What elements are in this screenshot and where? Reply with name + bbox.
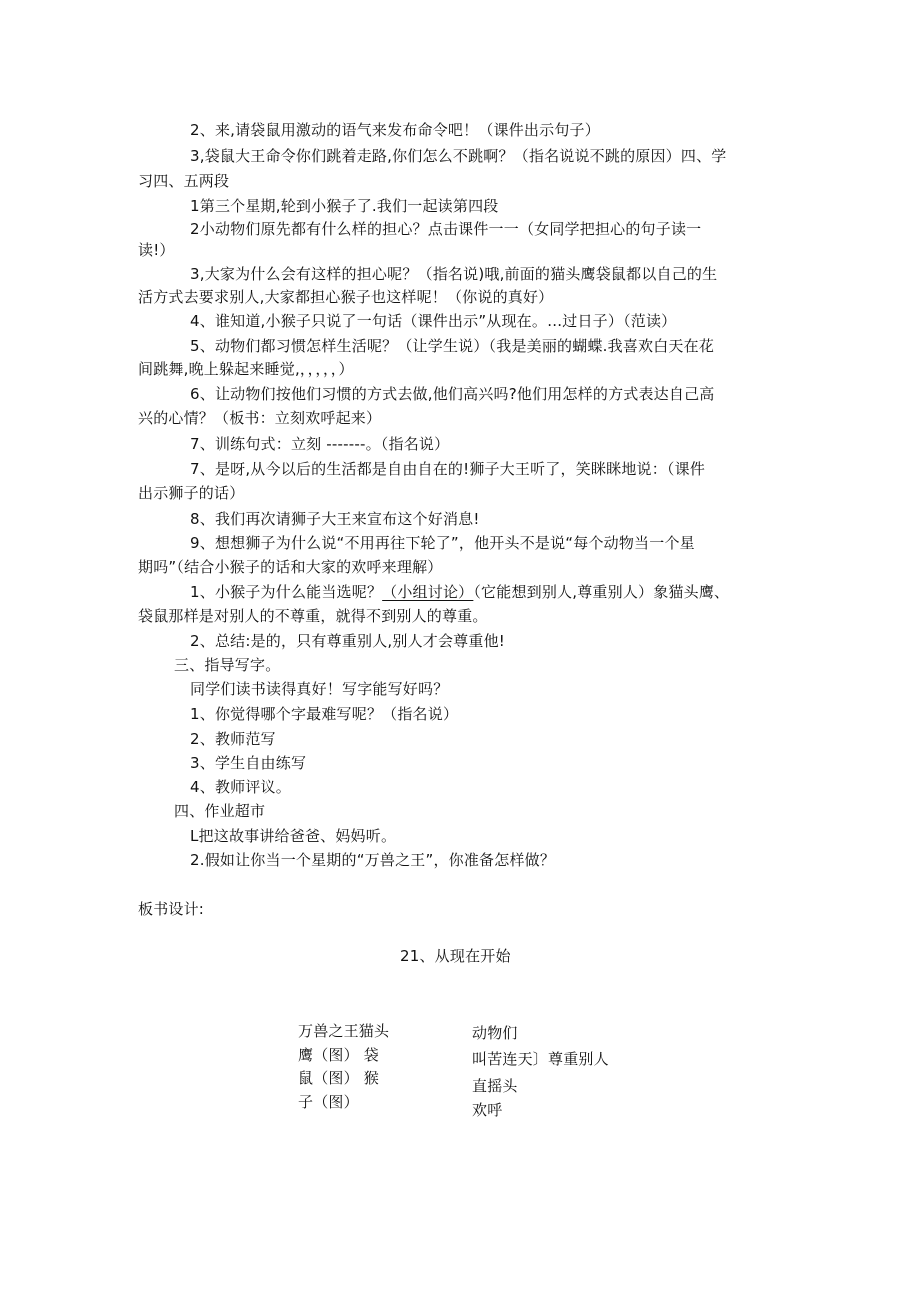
text-line: 活方式去要求别人,大家都担心猴子也这样呢！（你说的真好） <box>138 288 554 306</box>
text-line: 习四、五两段 <box>138 172 230 190</box>
board-right-line: 欢呼 <box>472 1101 503 1119</box>
text-line <box>190 582 729 602</box>
section-heading: 四、作业超市 <box>174 802 266 820</box>
board-left-line: 万兽之王猫头 <box>298 1022 390 1040</box>
board-right-line: 动物们 <box>472 1024 518 1042</box>
text-line: 3、学生自由练写 <box>190 754 307 772</box>
section-heading: 三、指导写字。 <box>174 656 281 674</box>
board-title: 21、从现在开始 <box>400 947 511 965</box>
board-right-line: 叫苦连天〕尊重别人 <box>472 1050 609 1068</box>
board-design-label: 板书设计: <box>138 900 205 918</box>
text-line: 6、让动物们按他们习惯的方式去做,他们高兴吗?他们用怎样的方式表达自己高 <box>190 385 715 403</box>
text-span: （它能想到别人,尊重别人 <box>473 583 639 601</box>
board-right-line: 直摇头 <box>472 1077 518 1095</box>
text-line: 1第三个星期,轮到小猴子了.我们一起读第四段 <box>190 197 499 215</box>
underlined-text: （小组讨论） <box>382 583 474 601</box>
board-left-line: 子（图） <box>298 1093 359 1111</box>
text-line: 4、教师评议。 <box>190 778 291 796</box>
text-line: L把这故事讲给爸爸、妈妈听。 <box>190 827 397 845</box>
text-line: 兴的心情？（板书：立刻欢呼起来） <box>138 409 382 427</box>
text-line: 间跳舞,晚上躲起来睡觉,，，，，，） <box>138 360 354 378</box>
text-line: 9、想想狮子为什么说“不用再往下轮了”，他开头不是说“每个动物当一个星 <box>190 534 695 552</box>
text-line: 3,大家为什么会有这样的担心呢？（指名说)哦,前面的猫头鹰袋鼠都以自己的生 <box>190 265 718 283</box>
text-span: 1、小猴子为什么能当选呢？ <box>190 583 383 601</box>
text-line: 2小动物们原先都有什么样的担心？点击课件一一（女同学把担心的句子读一 <box>190 220 702 238</box>
text-line: 3,袋鼠大王命令你们跳着走路,你们怎么不跳啊？（指名说说不跳的原因）四、学 <box>190 147 727 165</box>
text-line: 7、是呀,从今以后的生活都是自由自在的!狮子大王听了，笑眯眯地说：（课件 <box>190 460 706 478</box>
text-line: 2、来,请袋鼠用激动的语气来发布命令吧！（课件出示句子） <box>190 121 600 139</box>
text-line: 2.假如让你当一个星期的“万兽之王”，你准备怎样做？ <box>190 851 556 869</box>
text-line: 出示狮子的话） <box>138 484 245 502</box>
text-line: 7、训练句式：立刻 -------。（指名说） <box>190 435 450 453</box>
text-line: 4、谁知道,小猴子只说了一句话（课件出示”从现在。…过日子）（范读） <box>190 312 677 330</box>
text-span: ）象猫头鹰、 <box>638 583 730 601</box>
text-line: 读!） <box>138 241 175 259</box>
board-left-line: 鼠（图） 猴 <box>298 1069 379 1087</box>
text-line: 同学们读书读得真好！写字能写好吗？ <box>190 680 449 698</box>
text-line: 8、我们再次请狮子大王来宣布这个好消息! <box>190 510 480 528</box>
text-line: 5、动物们都习惯怎样生活呢？（让学生说）（我是美丽的蝴蝶.我喜欢白天在花 <box>190 337 715 355</box>
text-line: 1、你觉得哪个字最难写呢？（指名说） <box>190 705 459 723</box>
board-left-line: 鹰（图） 袋 <box>298 1046 379 1064</box>
text-line: 2、总结:是的，只有尊重别人,别人才会尊重他! <box>190 632 505 650</box>
text-line: 袋鼠那样是对别人的不尊重，就得不到别人的尊重。 <box>138 607 488 625</box>
text-line: 2、教师范写 <box>190 730 276 748</box>
text-line: 期吗”（结合小猴子的话和大家的欢呼来理解） <box>138 558 443 576</box>
